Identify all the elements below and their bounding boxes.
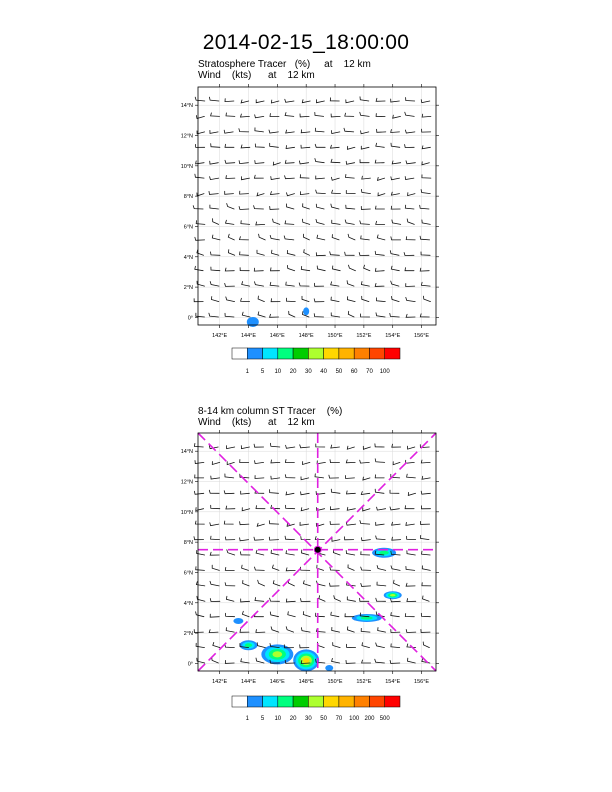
- tracer-patch-0-level-3: [272, 651, 282, 657]
- colorbar-label: 30: [305, 716, 312, 722]
- x-tick-label: 154°E: [385, 679, 401, 685]
- colorbar-swatch: [354, 348, 369, 359]
- x-tick-label: 156°E: [414, 333, 430, 339]
- colorbar-swatch: [308, 348, 323, 359]
- y-tick-label: 8°N: [183, 540, 193, 547]
- colorbar-label: 10: [274, 369, 282, 375]
- y-tick-label: 2°N: [183, 285, 193, 292]
- x-tick-label: 146°E: [269, 333, 285, 339]
- y-tick-label: 12°N: [180, 133, 193, 140]
- y-tick-label: 2°N: [183, 631, 193, 638]
- x-tick-label: 150°E: [327, 333, 343, 339]
- x-tick-label: 156°E: [414, 679, 430, 685]
- colorbar-label: 100: [379, 369, 390, 375]
- colorbar-label: 500: [379, 716, 390, 722]
- colorbar-swatch: [339, 348, 354, 359]
- tracer-patch-4-level-3: [390, 594, 395, 596]
- colorbar-label: 40: [320, 369, 327, 375]
- colorbar-label: 100: [349, 716, 360, 722]
- colorbar-label: 1: [245, 369, 249, 375]
- x-tick-label: 142°E: [212, 679, 228, 685]
- colorbar-label: 60: [350, 369, 358, 375]
- x-tick-label: 150°E: [327, 679, 343, 685]
- panel-2-map: [181, 430, 439, 685]
- colorbar-swatch: [263, 348, 278, 359]
- colorbar-swatch: [385, 696, 400, 707]
- tracer-patch-6-level-0: [233, 618, 243, 624]
- y-tick-label: 8°N: [183, 194, 193, 201]
- colorbar-label: 10: [274, 716, 282, 722]
- y-tick-label: 4°N: [183, 600, 193, 607]
- panel2-subtitle-wind: Wind (kts) at 12 km: [198, 417, 315, 428]
- colorbar-label: 70: [335, 716, 343, 722]
- panel1-subtitle-wind: Wind (kts) at 12 km: [198, 70, 315, 81]
- colorbar-swatch: [278, 696, 293, 707]
- colorbar-swatch: [369, 696, 384, 707]
- colorbar-label: 5: [260, 369, 265, 375]
- panel1-subtitle-tracer: Stratosphere Tracer (%) at 12 km: [198, 59, 371, 70]
- colorbar-swatch: [324, 696, 339, 707]
- colorbar-label: 1: [245, 716, 249, 722]
- center-marker: [314, 546, 321, 553]
- panel2-subtitle-tracer: 8-14 km column ST Tracer (%): [198, 406, 343, 417]
- y-tick-label: 0°: [187, 315, 193, 322]
- colorbar-swatch: [263, 696, 278, 707]
- panel-1-map: [181, 84, 439, 339]
- colorbar-label: 50: [320, 716, 327, 722]
- plot-background: [198, 87, 436, 325]
- y-tick-label: 12°N: [180, 479, 193, 486]
- tracer-patch-7-level-0: [325, 665, 333, 671]
- colorbar-label: 20: [289, 716, 297, 722]
- colorbar-label: 50: [335, 369, 343, 375]
- colorbar-swatch: [308, 696, 323, 707]
- x-tick-label: 148°E: [298, 679, 314, 685]
- colorbar-label: 200: [364, 716, 375, 722]
- x-tick-label: 154°E: [385, 333, 401, 339]
- colorbar-label: 5: [260, 716, 265, 722]
- colorbar-label: 20: [289, 369, 297, 375]
- x-tick-label: 144°E: [240, 679, 257, 685]
- colorbar-swatch: [247, 348, 262, 359]
- colorbar-swatch: [354, 696, 369, 707]
- main-title: 2014-02-15_18:00:00: [202, 31, 410, 54]
- x-tick-label: 152°E: [356, 333, 372, 339]
- tracer-patch-1-level-4: [303, 658, 309, 663]
- colorbar-swatch: [385, 348, 400, 359]
- y-tick-label: 14°N: [180, 103, 193, 110]
- colorbar-swatch: [293, 348, 308, 359]
- colorbar-2: [232, 696, 400, 722]
- colorbar-swatch: [232, 696, 247, 707]
- colorbar-swatch: [232, 348, 247, 359]
- colorbar-1: [232, 348, 400, 375]
- colorbar-swatch: [278, 348, 293, 359]
- colorbar-swatch: [247, 696, 262, 707]
- colorbar-swatch: [293, 696, 308, 707]
- y-tick-label: 10°N: [180, 163, 193, 170]
- tracer-patch-5-level-2: [379, 551, 388, 555]
- x-tick-label: 142°E: [212, 333, 228, 339]
- colorbar-swatch: [324, 348, 339, 359]
- y-tick-label: 4°N: [183, 254, 193, 261]
- colorbar-swatch: [369, 348, 384, 359]
- colorbar-swatch: [339, 696, 354, 707]
- x-tick-label: 146°E: [269, 679, 285, 685]
- x-tick-label: 148°E: [298, 333, 314, 339]
- y-tick-label: 6°N: [183, 570, 193, 577]
- y-tick-label: 0°: [187, 661, 193, 668]
- y-tick-label: 6°N: [183, 224, 193, 231]
- y-tick-label: 10°N: [180, 509, 193, 516]
- colorbar-label: 70: [366, 369, 373, 375]
- colorbar-label: 30: [305, 369, 312, 375]
- x-tick-label: 152°E: [356, 679, 372, 685]
- tracer-patch-2-level-2: [245, 643, 252, 647]
- tracer-patch: [303, 307, 309, 315]
- y-tick-label: 14°N: [180, 449, 193, 456]
- x-tick-label: 144°E: [240, 333, 257, 339]
